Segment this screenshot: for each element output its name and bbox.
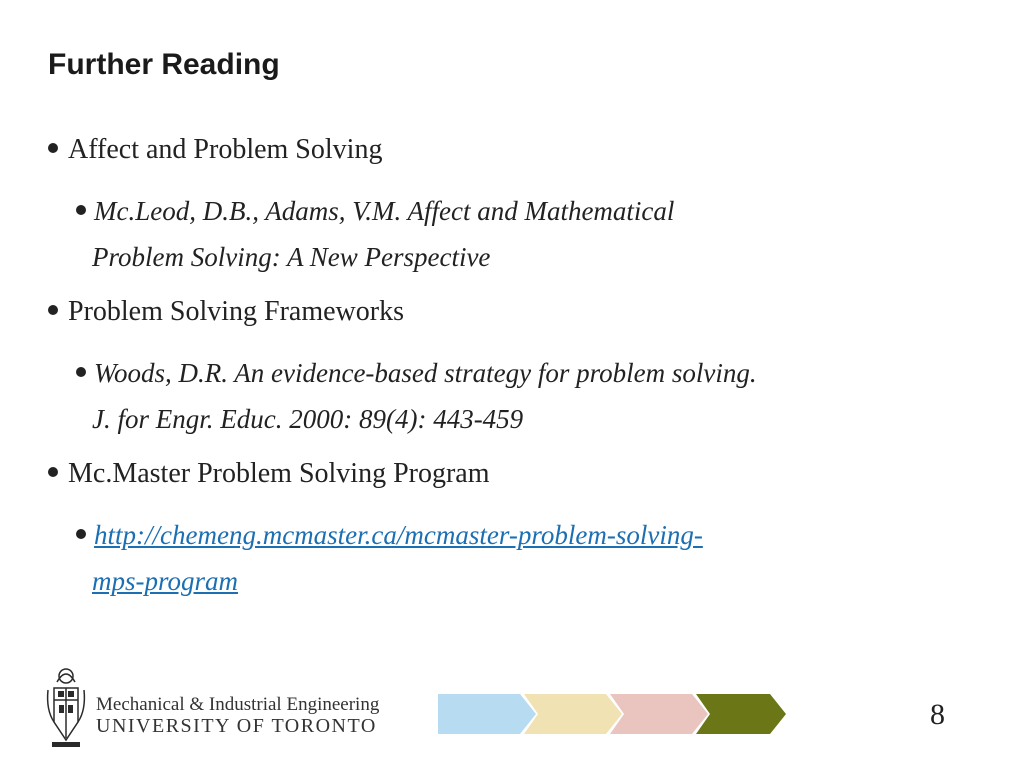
bullet-label: Mc.Master Problem Solving Program xyxy=(68,458,490,489)
bullet-icon xyxy=(76,367,86,377)
crest-icon xyxy=(44,660,424,752)
bullet-icon xyxy=(48,305,58,315)
mcmaster-link-line-1[interactable]: http://chemeng.mcmaster.ca/mcmaster-problem-solving- xyxy=(94,520,703,550)
progress-arrows xyxy=(438,694,788,738)
bullet-item-mcmaster xyxy=(48,458,490,490)
bullet-icon xyxy=(48,467,58,477)
mcmaster-link-line-2[interactable]: mps-program xyxy=(92,566,239,596)
slide-title: Further Reading xyxy=(48,48,280,81)
university-name: UNIVERSITY OF TORONTO xyxy=(96,715,377,737)
reference-mcleod xyxy=(76,188,674,280)
bullet-item-frameworks xyxy=(48,296,404,328)
arrow-segment-1 xyxy=(438,694,536,734)
arrow-segment-3 xyxy=(610,694,708,734)
reference-line-2: J. for Engr. Educ. 2000: 89(4): 443-459 xyxy=(92,404,524,434)
bullet-icon xyxy=(76,205,86,215)
reference-line-1: Mc.Leod, D.B., Adams, V.M. Affect and Mathematical xyxy=(94,196,675,226)
bullet-icon xyxy=(48,143,58,153)
reference-woods xyxy=(76,350,757,442)
bullet-item-affect xyxy=(48,134,382,166)
reference-mcmaster-link[interactable] xyxy=(76,512,703,604)
bullet-label: Affect and Problem Solving xyxy=(68,134,383,165)
reference-line-2: Problem Solving: A New Perspective xyxy=(92,242,491,272)
reference-line-1: Woods, D.R. An evidence-based strategy for problem solving. xyxy=(94,358,757,388)
arrow-segment-4 xyxy=(696,694,786,734)
bullet-icon xyxy=(76,529,86,539)
arrow-segment-2 xyxy=(524,694,622,734)
bullet-label: Problem Solving Frameworks xyxy=(68,296,404,327)
university-logo xyxy=(44,660,424,752)
page-number: 8 xyxy=(930,698,945,731)
department-name: Mechanical & Industrial Engineering xyxy=(96,694,380,715)
